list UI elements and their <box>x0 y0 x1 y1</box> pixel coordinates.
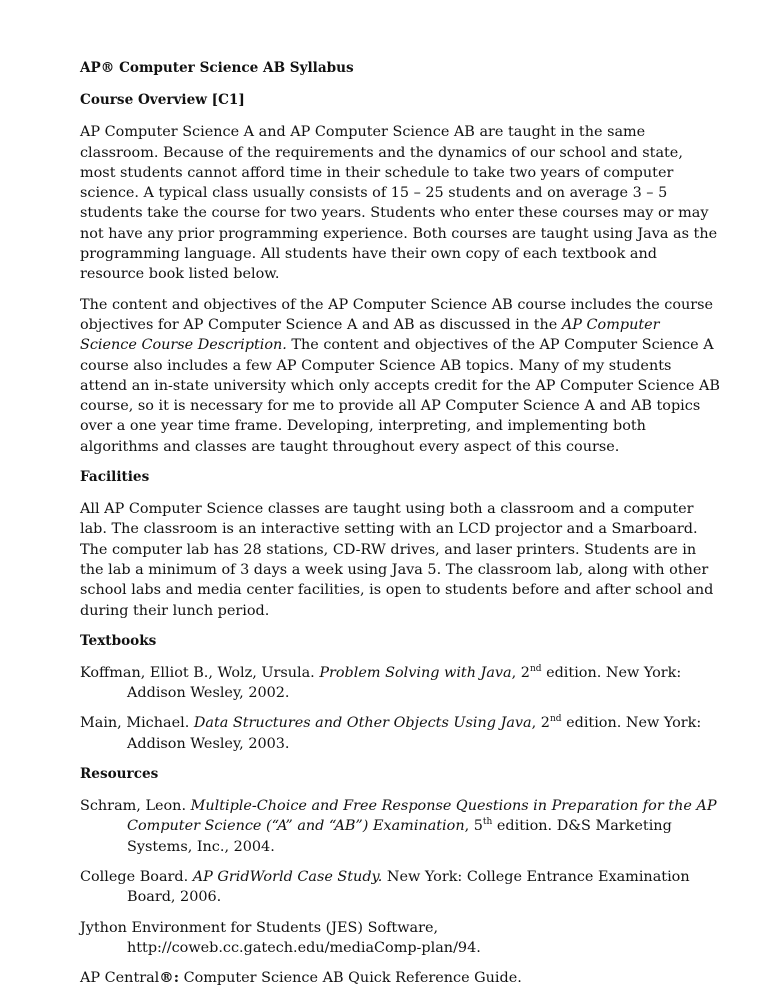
resource-publisher: edition. D&S Marketing Systems, Inc., 2004. <box>127 818 672 855</box>
book-edition: , 2 <box>511 664 530 681</box>
registered-mark: ®: <box>159 969 179 987</box>
book-edition: , 2 <box>531 715 550 732</box>
edition-suffix: th <box>482 817 493 828</box>
resource-author: Schram, Leon. <box>80 798 191 815</box>
resource-entry: Jython Environment for Students (JES) Software, http://coweb.cc.gatech.edu/mediaComp-plan/94. <box>80 919 481 956</box>
edition-suffix: nd <box>549 714 562 725</box>
textbooks-heading: Textbooks <box>80 632 157 649</box>
book-publisher: edition. New York: Addison Wesley, 2003. <box>127 715 702 752</box>
textbooks-section <box>80 631 720 754</box>
overview-paragraph-1: AP Computer Science A and AP Computer Science AB are taught in the same classroom. Because of the requirements and the dynamics of our school and state, most students cannot afford time in their schedule to take two years of computer science. A typical class usually consists of 15 – 25 students and on average 3 – 5 students take the course for two years. Students who enter these courses may or may not have any prior programming experience. Both courses are taught using Java as the programming language. All students have their own copy of each textbook and resource book listed below. <box>80 124 718 283</box>
resources-heading: Resources <box>80 766 159 783</box>
facilities-heading: Facilities <box>80 469 150 486</box>
book-title: Problem Solving with Java <box>319 664 512 681</box>
book-author: Main, Michael. <box>80 715 194 732</box>
overview-p2-text-a: The content and objectives of the AP Computer Science AB course includes the course objectives for AP Computer Science A and AB as discussed in the <box>80 296 714 333</box>
textbook-entry <box>80 713 720 754</box>
course-overview-heading: Course Overview [C1] <box>80 92 245 109</box>
course-description-title: AP Computer Science Course Description. <box>80 316 660 354</box>
overview-p2-text-b: The content and objectives of the AP Computer Science A course also includes a few AP Computer Science AB topics. Many of my students attend an in-state university which only accepts credit for the AP Computer Science AB course, so it is necessary for me to provide all AP Computer Science A and AB topics over a one year time frame. Developing, interpreting, and implementing both algorithms and classes are taught throughout every aspect of this course. <box>80 337 720 455</box>
facilities-section <box>80 467 720 621</box>
resource-description: Computer Science AB Quick Reference Guide. <box>179 970 522 987</box>
resource-entry <box>80 796 720 857</box>
resource-title: Multiple-Choice and Free Response Questions in Preparation for the AP Computer Science (“A” and “AB”) Examination <box>127 798 717 835</box>
resource-title: AP GridWorld Case Study. <box>192 868 383 885</box>
edition-suffix: nd <box>529 663 542 674</box>
resources-section <box>80 764 720 988</box>
textbook-entry <box>80 663 720 704</box>
facilities-paragraph: All AP Computer Science classes are taught using both a classroom and a computer lab. The classroom is an interactive setting with an LCD projector and a Smarboard. The computer lab has 28 stations, CD-RW drives, and laser printers. Students are in the lab a minimum of 3 days a week using Java 5. The classroom lab, along with other school labs and media center facilities, is open to students before and after school and during their lunch period. <box>80 501 714 619</box>
book-author: Koffman, Elliot B., Wolz, Ursula. <box>80 664 320 681</box>
document-title: AP® Computer Science AB Syllabus <box>80 60 354 76</box>
course-overview-section <box>80 90 720 457</box>
book-title: Data Structures and Other Objects Using Java <box>193 715 532 732</box>
resource-entry <box>80 968 720 988</box>
book-publisher: edition. New York: Addison Wesley, 2002. <box>127 664 682 702</box>
resource-edition: , 5 <box>464 818 483 835</box>
resource-publisher: New York: College Entrance Examination Board, 2006. <box>127 868 690 906</box>
syllabus-page <box>80 58 720 998</box>
resource-author: College Board. <box>80 868 193 885</box>
resource-name: AP Central <box>80 970 160 987</box>
overview-paragraph-2 <box>80 295 720 457</box>
resource-entry <box>80 867 720 908</box>
